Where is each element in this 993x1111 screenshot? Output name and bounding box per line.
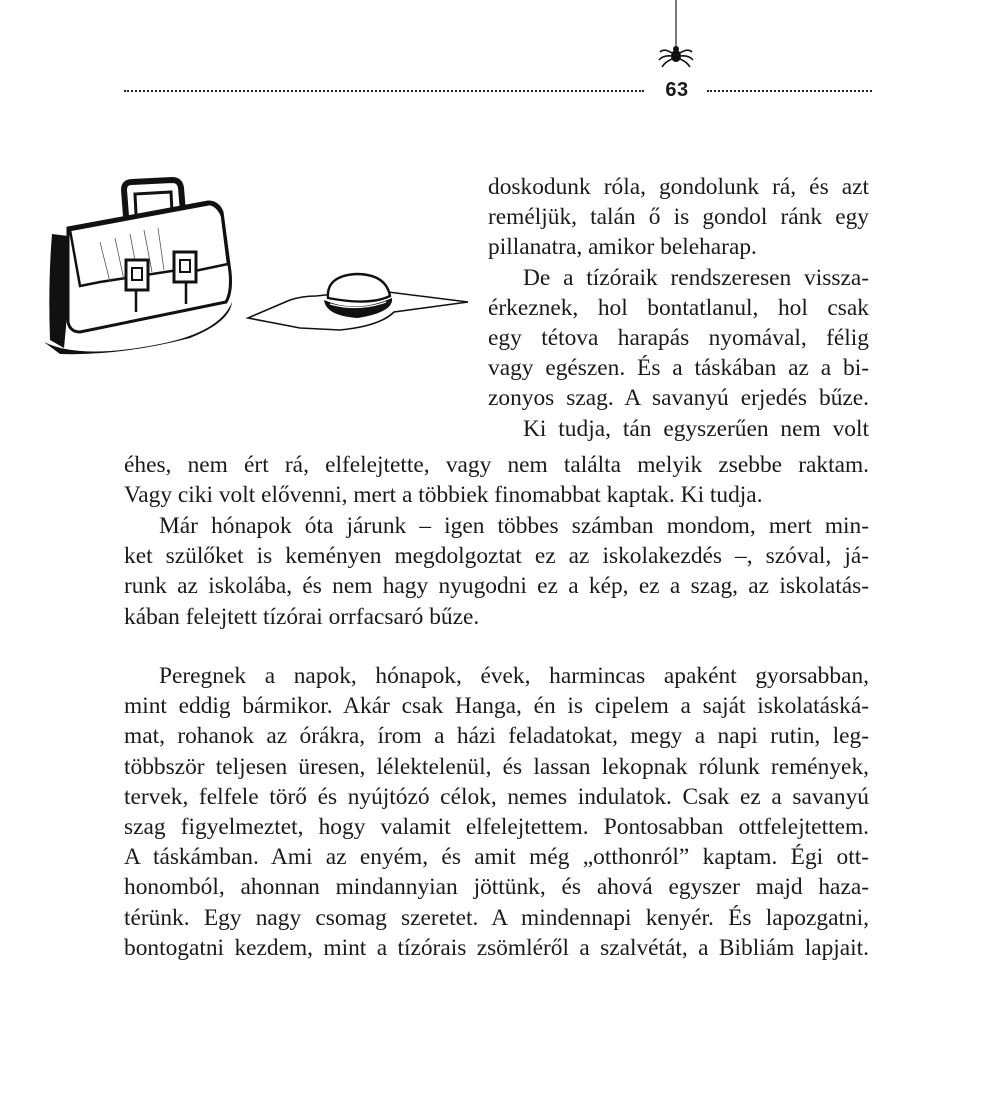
- text-line: kában felejtett tízórai orrfacsaró bűze.: [124, 603, 480, 630]
- text-line: tervek, felfele törő és nyújtózó célok, nemes indulatok. Csak ez a savanyú: [124, 783, 869, 810]
- sandwich-on-napkin-icon: [248, 274, 468, 330]
- text-line: éhes, nem ért rá, elfelejtette, vagy nem találta melyik zsebbe raktam.: [124, 452, 869, 478]
- text-line: A táskámban. Ami az enyém, és amit még „otthonról” kaptam. Égi ott-: [124, 844, 869, 871]
- text-line: runk az iskolába, és nem hagy nyugodni ez a kép, ez a szag, az iskolatás-: [124, 573, 869, 600]
- text-paragraph: [124, 661, 869, 963]
- text-paragraph: [124, 511, 869, 632]
- text-line: egy tétova harapás nyomával, félig: [488, 324, 869, 351]
- header-dotted-rule-right: [707, 90, 872, 92]
- text-line: pillanatra, amikor beleharap.: [488, 234, 757, 261]
- page-header: [0, 0, 993, 110]
- spider-icon: [656, 0, 696, 72]
- text-line: Peregnek a napok, hónapok, évek, harmincas apaként gyorsabban,: [159, 663, 869, 689]
- text-line: reméljük, talán ő is gondol ránk egy: [488, 204, 869, 231]
- text-line: szag figyelmeztet, hogy valamit elfelejtettem. Pontosabban ottfelejtettem.: [124, 813, 869, 840]
- text-line: mint eddig bármikor. Akár csak Hanga, én is cipelem a saját iskolatáská-: [124, 693, 869, 720]
- school-bag-icon: [44, 180, 232, 354]
- illustration: [40, 172, 480, 362]
- text-line: térünk. Egy nagy csomag szeretet. A mindennapi kenyér. És lapozgatni,: [124, 904, 869, 931]
- text-line: De a tízóraik rendszeresen vissza-: [523, 264, 869, 291]
- text-line: ket szülőket is keményen megdolgoztat ez az iskolakezdés –, szóval, já-: [124, 543, 869, 570]
- text-line: mat, rohanok az órákra, írom a házi feladatokat, megy a napi rutin, leg-: [124, 723, 869, 750]
- page-number: 63: [665, 79, 689, 101]
- text-paragraph: [124, 450, 869, 510]
- text-line: doskodunk róla, gondolunk rá, és azt: [488, 174, 869, 200]
- text-line: vagy egészen. És a táskában az a bi-: [488, 355, 869, 382]
- text-line: bontogatni kezdem, mint a tízórais zsömléről a szalvétát, a Bibliám lapjait.: [124, 934, 869, 961]
- text-line: Már hónapok óta járunk – igen többes számban mondom, mert min-: [159, 513, 869, 539]
- text-line: zonyos szag. A savanyú erjedés bűze.: [488, 385, 869, 412]
- text-line: Ki tudja, tán egyszerűen nem volt: [523, 415, 869, 442]
- text-right-column: [488, 172, 869, 444]
- text-line: Vagy ciki volt elővenni, mert a többiek finomabbat kaptak. Ki tudja.: [124, 482, 763, 509]
- text-line: érkeznek, hol bontatlanul, hol csak: [488, 294, 869, 321]
- text-line: honomból, ahonnan mindannyian jöttünk, és ahová egyszer majd haza-: [124, 874, 869, 901]
- text-line: többször teljesen üresen, lélektelenül, és lassan lekopnak rólunk remények,: [124, 753, 869, 780]
- header-dotted-rule-left: [124, 90, 644, 92]
